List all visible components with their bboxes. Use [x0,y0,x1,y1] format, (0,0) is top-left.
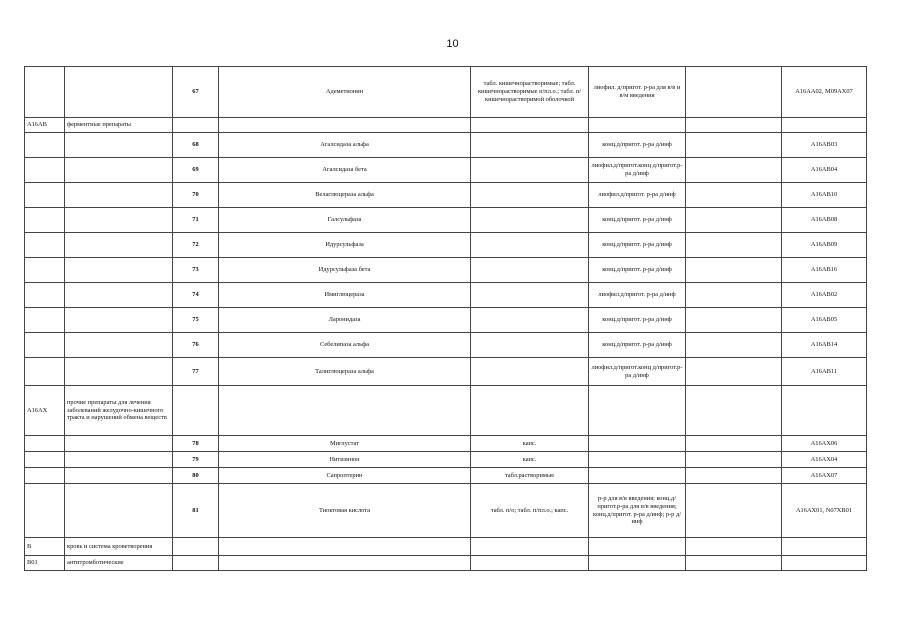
table-row [25,158,867,183]
atc-code-cell [782,118,867,133]
oral-form-cell [471,308,589,333]
row-number-cell: 69 [173,158,219,183]
atc-group-code-cell: B01 [25,556,65,571]
drug-name-cell: Себелипаза альфа [219,333,471,358]
row-number-cell: 72 [173,233,219,258]
extra-cell [686,386,782,436]
table-row [25,556,867,571]
atc-group-code-cell [25,208,65,233]
atc-code-cell: A16AX06 [782,436,867,452]
extra-cell [686,468,782,484]
table-row [25,468,867,484]
extra-cell [686,208,782,233]
atc-code-cell: A16AB11 [782,358,867,386]
injection-form-cell [589,436,686,452]
extra-cell [686,158,782,183]
atc-code-cell: A16AB05 [782,308,867,333]
row-number-cell: 81 [173,484,219,538]
oral-form-cell [471,183,589,208]
extra-cell [686,308,782,333]
table-row [25,452,867,468]
group-name-cell [65,436,173,452]
atc-code-cell: A16AB02 [782,283,867,308]
table-row [25,233,867,258]
oral-form-cell [471,538,589,556]
extra-cell [686,258,782,283]
table-row [25,484,867,538]
atc-group-code-cell [25,308,65,333]
row-number-cell: 70 [173,183,219,208]
table-row [25,258,867,283]
atc-group-code-cell [25,358,65,386]
table-row [25,67,867,118]
row-number-cell: 68 [173,133,219,158]
drug-name-cell: Талиглюцераза альфа [219,358,471,386]
atc-group-code-cell: A16AX [25,386,65,436]
extra-cell [686,358,782,386]
oral-form-cell: капс. [471,452,589,468]
extra-cell [686,183,782,208]
row-number-cell [173,118,219,133]
drug-table [24,66,867,571]
injection-form-cell: конц.д/пригот. р-ра д/инф [589,333,686,358]
atc-code-cell: A16AX07 [782,468,867,484]
group-name-cell [65,233,173,258]
extra-cell [686,67,782,118]
row-number-cell: 74 [173,283,219,308]
group-name-cell: прочие препараты для лечения заболеваний желудочно-кишечного тракта и нарушений обмена веществ [65,386,173,436]
oral-form-cell [471,158,589,183]
atc-group-code-cell [25,468,65,484]
oral-form-cell: табл. кишечнорастворимые; табл. кишечнорастворимые п/пл.о.; табл. п/кишечнорастворимой оболочкой [471,67,589,118]
atc-code-cell [782,556,867,571]
table-row [25,333,867,358]
drug-name-cell: Миглустат [219,436,471,452]
injection-form-cell: конц.д/пригот. р-ра д/инф [589,233,686,258]
row-number-cell: 78 [173,436,219,452]
extra-cell [686,556,782,571]
table-row [25,386,867,436]
atc-group-code-cell [25,158,65,183]
atc-group-code-cell [25,333,65,358]
injection-form-cell: лиофил.д/пригот.конц д/пригот.р-ра д/инф [589,358,686,386]
drug-name-cell [219,538,471,556]
injection-form-cell: конц.д/пригот. р-ра д/инф [589,208,686,233]
extra-cell [686,484,782,538]
oral-form-cell [471,118,589,133]
extra-cell [686,333,782,358]
oral-form-cell [471,283,589,308]
atc-code-cell: A16AX01, N07XB01 [782,484,867,538]
atc-group-code-cell [25,436,65,452]
row-number-cell: 73 [173,258,219,283]
atc-code-cell: A16AB14 [782,333,867,358]
injection-form-cell [589,452,686,468]
row-number-cell [173,538,219,556]
atc-group-code-cell: B [25,538,65,556]
injection-form-cell [589,118,686,133]
atc-code-cell: A16AB04 [782,158,867,183]
atc-code-cell: A16AB10 [782,183,867,208]
extra-cell [686,538,782,556]
atc-code-cell: A16AB09 [782,233,867,258]
oral-form-cell: табл.растворимые [471,468,589,484]
drug-name-cell: Имиглюцераза [219,283,471,308]
atc-group-code-cell [25,258,65,283]
atc-code-cell: A16AB03 [782,133,867,158]
injection-form-cell [589,468,686,484]
injection-form-cell [589,556,686,571]
injection-form-cell: конц.д/пригот. р-ра д/инф [589,133,686,158]
injection-form-cell: лиофил. д/пригот. р-ра для в/в и в/м введения [589,67,686,118]
atc-group-code-cell [25,67,65,118]
group-name-cell: ферментные препараты [65,118,173,133]
table-row [25,208,867,233]
extra-cell [686,283,782,308]
table-row [25,183,867,208]
oral-form-cell [471,333,589,358]
table-row [25,358,867,386]
group-name-cell [65,283,173,308]
oral-form-cell [471,556,589,571]
row-number-cell: 77 [173,358,219,386]
group-name-cell [65,183,173,208]
drug-name-cell: Идурсульфаза бета [219,258,471,283]
drug-name-cell: Галсульфаза [219,208,471,233]
injection-form-cell [589,386,686,436]
drug-name-cell [219,118,471,133]
atc-code-cell [782,538,867,556]
extra-cell [686,118,782,133]
atc-group-code-cell [25,133,65,158]
drug-name-cell: Идурсульфаза [219,233,471,258]
drug-name-cell: Ларонидаза [219,308,471,333]
oral-form-cell [471,358,589,386]
group-name-cell: кровь и система кроветворения [65,538,173,556]
group-name-cell [65,133,173,158]
drug-name-cell [219,556,471,571]
injection-form-cell: конц.д/пригот. р-ра д/инф [589,308,686,333]
group-name-cell [65,484,173,538]
page-number: 10 [446,38,459,50]
group-name-cell [65,333,173,358]
injection-form-cell: лиофил.д/пригот. р-ра д/инф [589,183,686,208]
atc-group-code-cell [25,233,65,258]
extra-cell [686,233,782,258]
atc-group-code-cell [25,484,65,538]
row-number-cell: 79 [173,452,219,468]
atc-code-cell: A16AX04 [782,452,867,468]
oral-form-cell: табл. п/о; табл. п/пл.о.; капс. [471,484,589,538]
oral-form-cell [471,208,589,233]
atc-code-cell: A16AA02, M09AX07 [782,67,867,118]
group-name-cell [65,452,173,468]
group-name-cell: антитромботические [65,556,173,571]
drug-name-cell: Адеметионин [219,67,471,118]
table-row [25,283,867,308]
row-number-cell: 67 [173,67,219,118]
atc-group-code-cell [25,183,65,208]
atc-group-code-cell: A16AB [25,118,65,133]
oral-form-cell: капс. [471,436,589,452]
oral-form-cell [471,386,589,436]
table-row [25,436,867,452]
atc-code-cell: A16AB08 [782,208,867,233]
table-row [25,308,867,333]
drug-name-cell: Велаглюцераза альфа [219,183,471,208]
oral-form-cell [471,233,589,258]
table-row [25,133,867,158]
table-row [25,538,867,556]
drug-name-cell: Агалсидаза бета [219,158,471,183]
row-number-cell: 75 [173,308,219,333]
group-name-cell [65,468,173,484]
injection-form-cell: р-р для в/в введения; конц.д/пригот.р-ра для в/в введения; конц.д/пригот. р-ра д/инф; р-р д/инф [589,484,686,538]
extra-cell [686,452,782,468]
drug-name-cell [219,386,471,436]
atc-code-cell [782,386,867,436]
drug-name-cell: Нитизинон [219,452,471,468]
group-name-cell [65,208,173,233]
table-body [25,67,867,571]
row-number-cell [173,556,219,571]
injection-form-cell: лиофил.д/пригот.конц д/пригот.р-ра д/инф [589,158,686,183]
injection-form-cell: конц.д/пригот. р-ра д/инф [589,258,686,283]
table-row [25,118,867,133]
drug-name-cell: Агалсидаза альфа [219,133,471,158]
atc-group-code-cell [25,283,65,308]
row-number-cell: 80 [173,468,219,484]
extra-cell [686,133,782,158]
extra-cell [686,436,782,452]
atc-group-code-cell [25,452,65,468]
injection-form-cell [589,538,686,556]
drug-name-cell: Тиоктовая кислота [219,484,471,538]
atc-code-cell: A16AB16 [782,258,867,283]
row-number-cell [173,386,219,436]
oral-form-cell [471,258,589,283]
group-name-cell [65,158,173,183]
oral-form-cell [471,133,589,158]
group-name-cell [65,67,173,118]
row-number-cell: 76 [173,333,219,358]
group-name-cell [65,308,173,333]
injection-form-cell: лиофил.д/пригот. р-ра д/инф [589,283,686,308]
group-name-cell [65,258,173,283]
group-name-cell [65,358,173,386]
row-number-cell: 71 [173,208,219,233]
drug-name-cell: Сапроптерин [219,468,471,484]
